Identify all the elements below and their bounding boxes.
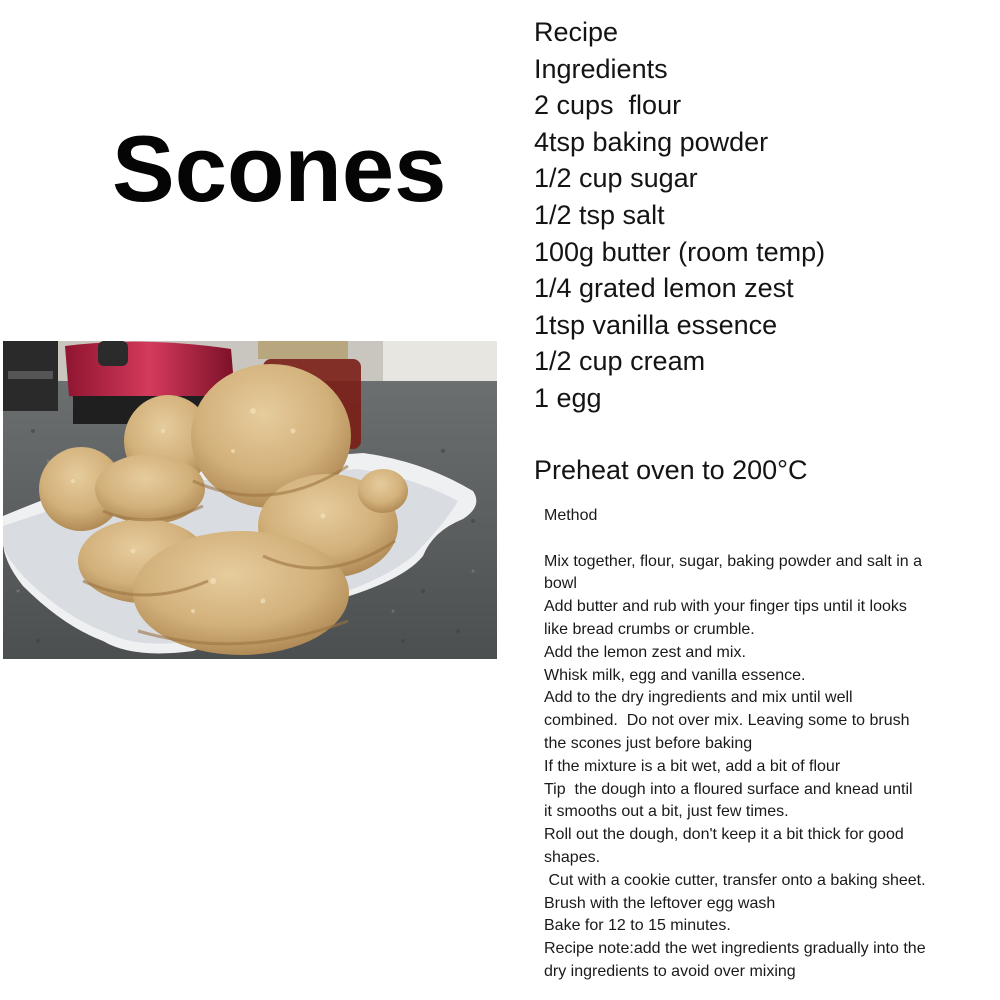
recipe-label: Recipe bbox=[534, 17, 619, 47]
ingredient-item: 1/2 cup sugar bbox=[534, 163, 698, 194]
method-line: Cut with a cookie cutter, transfer onto a baking sheet. bbox=[544, 871, 926, 889]
scones-photo-illustration bbox=[3, 341, 497, 659]
method-heading: Method bbox=[544, 507, 598, 524]
method-line: Add the lemon zest and mix. bbox=[544, 643, 746, 661]
method-line: Add butter and rub with your finger tips until it looks bbox=[544, 598, 907, 616]
ingredient-item: 1/2 tsp salt bbox=[534, 199, 665, 230]
ingredient-item: 4tsp baking powder bbox=[534, 126, 769, 157]
method-line: dry ingredients to avoid over mixing bbox=[544, 962, 796, 980]
method-line: shapes. bbox=[544, 848, 601, 866]
recipe-title: Scones bbox=[112, 116, 447, 221]
method-line: Tip the dough into a floured surface and knead until bbox=[544, 780, 913, 798]
ingredient-item: 1 egg bbox=[534, 382, 602, 413]
ingredient-item: 2 cups flour bbox=[534, 90, 682, 121]
method-line: Recipe note:add the wet ingredients gradually into the bbox=[544, 940, 926, 958]
scones-photo bbox=[3, 341, 497, 659]
ingredients-section bbox=[534, 14, 984, 417]
method-line: Brush with the leftover egg wash bbox=[544, 894, 776, 912]
method-section bbox=[544, 505, 974, 984]
method-line: like bread crumbs or crumble. bbox=[544, 620, 755, 638]
method-line: Mix together, flour, sugar, baking powder and salt in a bbox=[544, 552, 923, 570]
method-line: bowl bbox=[544, 575, 577, 593]
ingredient-item: 1/2 cup cream bbox=[534, 346, 706, 377]
method-line: Roll out the dough, don't keep it a bit thick for good bbox=[544, 826, 904, 844]
ingredient-item: 100g butter (room temp) bbox=[534, 236, 826, 267]
method-line: the scones just before baking bbox=[544, 734, 753, 752]
method-line: it smooths out a bit, just few times. bbox=[544, 803, 789, 821]
method-line: Whisk milk, egg and vanilla essence. bbox=[544, 666, 806, 684]
ingredient-item: 1/4 grated lemon zest bbox=[534, 273, 794, 304]
method-line: Add to the dry ingredients and mix until well bbox=[544, 689, 853, 707]
ingredients-heading: Ingredients bbox=[534, 53, 668, 84]
method-line: If the mixture is a bit wet, add a bit of flour bbox=[544, 757, 841, 775]
ingredient-item: 1tsp vanilla essence bbox=[534, 309, 778, 340]
method-line: combined. Do not over mix. Leaving some to brush bbox=[544, 712, 910, 730]
method-line: Bake for 12 to 15 minutes. bbox=[544, 917, 731, 935]
method-spacer bbox=[544, 528, 974, 551]
preheat-instruction: Preheat oven to 200°C bbox=[534, 455, 808, 485]
